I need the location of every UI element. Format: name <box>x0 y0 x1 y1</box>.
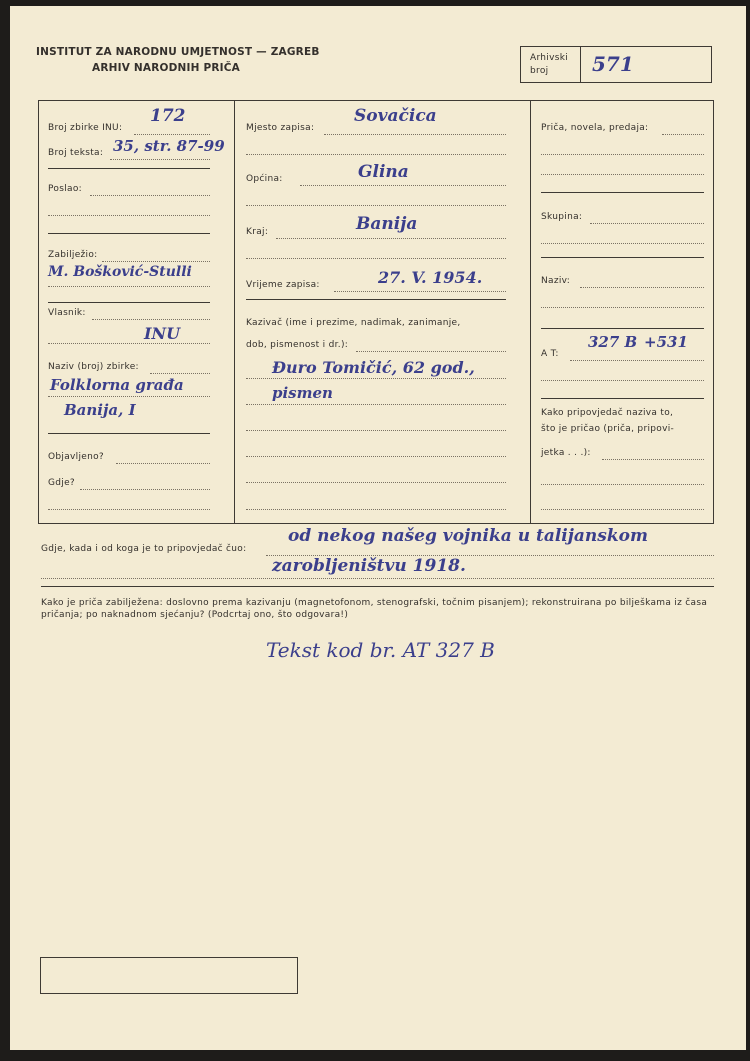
kraj-value: Banija <box>356 214 418 234</box>
prica-label: Priča, novela, predaja: <box>541 123 649 133</box>
zabiljezio-value: M. Bošković-Stulli <box>48 264 192 280</box>
teksta-value: 35, str. 87-99 <box>113 137 225 155</box>
kraj-label: Kraj: <box>246 227 269 237</box>
archive-number-label: Arhivski <box>530 53 569 63</box>
kazivac-label-2: dob, pismenost i dr.): <box>246 340 349 350</box>
at-extra-value: +531 <box>644 333 688 351</box>
archive-card <box>10 6 746 1050</box>
at-value: 327 B <box>588 333 638 351</box>
footer-box <box>40 957 298 994</box>
zbirka-label: Broj zbirke INU: <box>48 123 123 133</box>
archive-number-value: 571 <box>592 52 634 76</box>
skupina-label: Skupina: <box>541 212 583 222</box>
kako-label-2: što je pričao (priča, pripovi- <box>541 424 675 434</box>
archive-number-label-2: broj <box>530 66 549 76</box>
naziv-zbirke-label: Naziv (broj) zbirke: <box>48 362 139 372</box>
gdje-kada-label: Gdje, kada i od koga je to pripovjedač čuo: <box>41 544 247 554</box>
gdje-kada-value-2: zarobljeništvu 1918. <box>272 556 466 576</box>
vlasnik-value: INU <box>144 324 181 343</box>
naziv-zbirke-value-2: Banija, I <box>64 401 136 419</box>
at-label: A T: <box>541 349 559 359</box>
gdje-kada-value: od nekog našeg vojnika u talijanskom <box>288 526 648 546</box>
kako-label-3: jetka . . .): <box>541 448 591 458</box>
vrijeme-label: Vrijeme zapisa: <box>246 280 320 290</box>
opcina-value: Glina <box>358 162 409 182</box>
poslao-label: Poslao: <box>48 184 82 194</box>
gdje-label: Gdje? <box>48 478 76 488</box>
zabiljezio-label: Zabilježio: <box>48 250 98 260</box>
naziv-zbirke-value: Folklorna građa <box>50 376 184 394</box>
kako-label: Kako pripovjedač naziva to, <box>541 408 674 418</box>
opcina-label: Općina: <box>246 174 283 184</box>
zabiljezena-instructions: Kako je priča zabilježena: doslovno prema kazivanju (magnetofonom, stenografski, točnim pisanjem); rekonstruirana po bilješkama iz časa pričanja; po naknadnom sjećanju? (Podcrtaj ono, što odgovara!) <box>41 598 708 620</box>
vlasnik-label: Vlasnik: <box>48 308 86 318</box>
zbirka-value: 172 <box>150 106 186 126</box>
institute-title: INSTITUT ZA NARODNU UMJETNOST — ZAGREB <box>36 46 320 58</box>
mjesto-value: Sovačica <box>354 106 437 126</box>
archive-title: ARHIV NARODNIH PRIČA <box>92 62 240 74</box>
vrijeme-value: 27. V. 1954. <box>378 268 483 287</box>
kazivac-label: Kazivač (ime i prezime, nadimak, zanimanje, <box>246 318 461 328</box>
text-reference-note: Tekst kod br. AT 327 B <box>266 638 495 662</box>
teksta-label: Broj teksta: <box>48 148 104 158</box>
objavljeno-label: Objavljeno? <box>48 452 104 462</box>
kazivac-value: Đuro Tomičić, 62 god., <box>272 358 475 377</box>
mjesto-label: Mjesto zapisa: <box>246 123 315 133</box>
naziv-label: Naziv: <box>541 276 571 286</box>
kazivac-value-2: pismen <box>272 384 333 402</box>
